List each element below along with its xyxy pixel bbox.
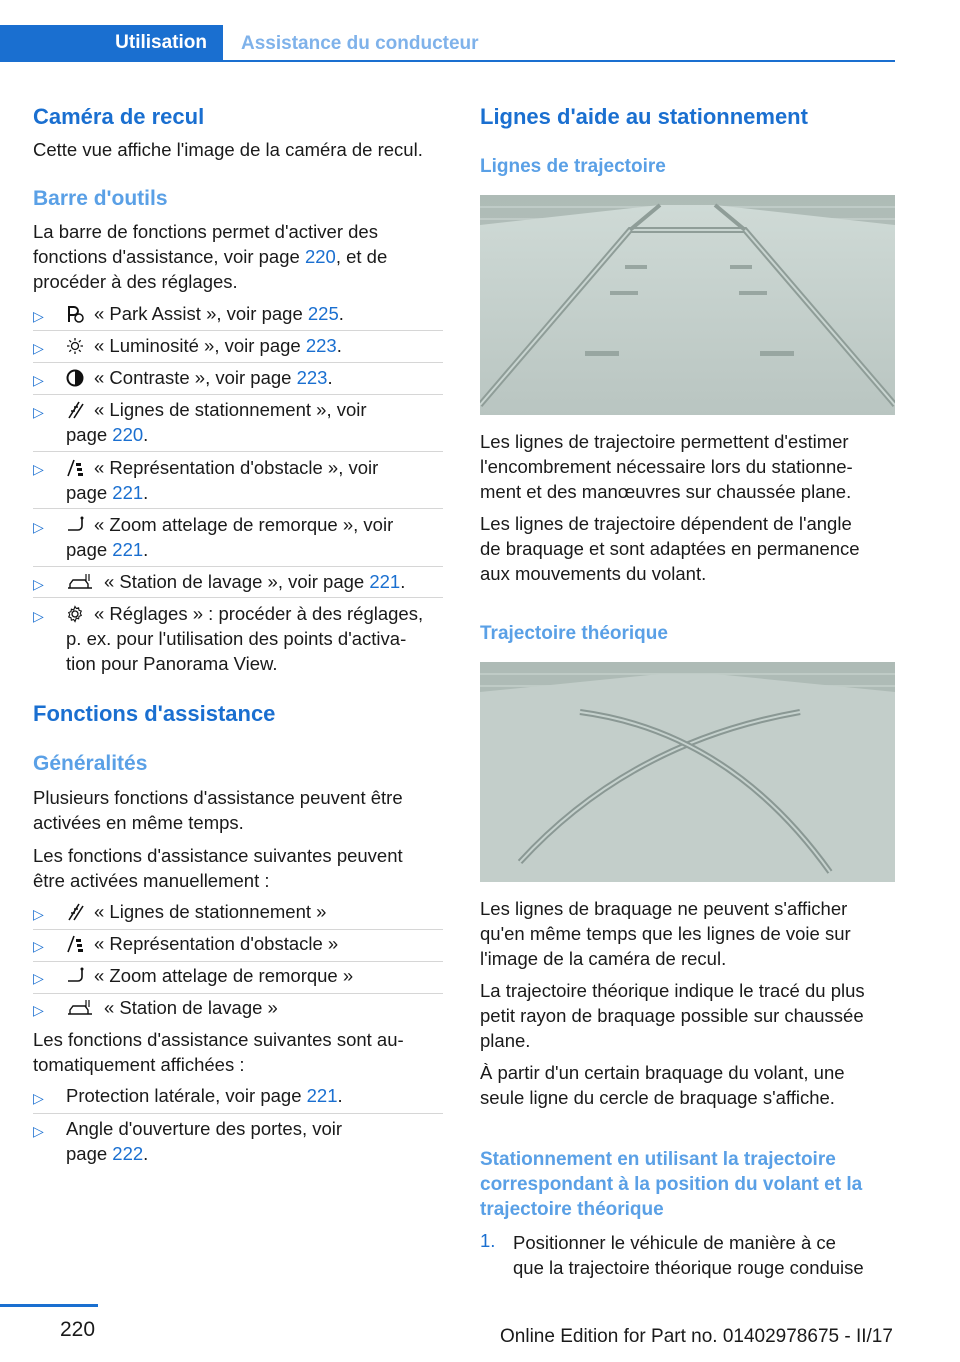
divider (33, 451, 443, 452)
trajectory-paragraph-2: Les lignes de trajectoire dépendent de l'angle de braquage et sont adaptées en permanence aux mouvements du volant. (480, 513, 860, 584)
bullet-icon: ▷ (33, 461, 44, 477)
page-link[interactable]: 222 (112, 1143, 144, 1164)
toolbar-line-1: La barre de fonctions permet d'activer des (33, 221, 378, 242)
general-line-2: activées en même temps. (33, 812, 244, 833)
bullet-icon: ▷ (33, 372, 44, 388)
settings-icon (66, 605, 84, 623)
list-item: « Zoom attelage de remorque » (66, 963, 353, 988)
list-item: « Luminosité », voir page 223. (66, 333, 342, 358)
divider (33, 330, 443, 331)
divider (33, 597, 443, 598)
list-item: « Lignes de stationnement » (66, 899, 326, 924)
bullet-icon: ▷ (33, 404, 44, 420)
toolbar-line-3: procéder à des réglages. (33, 271, 238, 292)
step-text: Positionner le véhicule de manière à ce que la trajectoire théorique rouge conduise (513, 1232, 864, 1278)
bullet-icon: ▷ (33, 906, 44, 922)
edition-info: Online Edition for Part no. 01402978675 - II/17 (500, 1326, 893, 1347)
list-item: « Représentation d'obstacle » (66, 931, 338, 956)
toolbar-title: Barre d'outils (33, 187, 168, 210)
divider (33, 508, 443, 509)
obstacle-icon (66, 459, 84, 477)
lines-title: Lignes d'aide au stationnement (480, 104, 808, 129)
footer-divider (0, 1304, 98, 1307)
car-wash-icon (66, 573, 94, 591)
bullet-icon: ▷ (33, 970, 44, 986)
assist-title: Fonctions d'assistance (33, 701, 276, 726)
trajectory-paragraph-1: Les lignes de trajectoire permettent d'estimer l'encombrement nécessaire lors du stationne‐ ment et des manœuvres sur chaussée plane. (480, 431, 853, 502)
parking-title: Stationnement en utilisant la trajectoire correspondant à la position du volant et la trajectoire théorique (480, 1149, 863, 1220)
trailer-zoom-icon (66, 516, 84, 534)
list-item: Protection latérale, voir page 221. (66, 1085, 343, 1106)
page-number: 220 (60, 1318, 96, 1341)
chapter-tab[interactable]: Utilisation (0, 25, 223, 61)
theoretical-paragraph-1: Les lignes de braquage ne peuvent s'afficher qu'en même temps que les lignes de voie sur l'image de la caméra de recul. (480, 898, 851, 969)
theoretical-paragraph-2: La trajectoire théorique indique le tracé du plus petit rayon de braquage possible sur chaussée plane. (480, 980, 865, 1051)
list-item: Angle d'ouverture des portes, voir page 222. (66, 1118, 343, 1164)
list-item: « Park Assist », voir page 225. (66, 301, 344, 326)
bullet-icon: ▷ (33, 308, 44, 324)
divider (33, 929, 443, 930)
divider (33, 566, 443, 567)
page-link[interactable]: 225 (307, 303, 339, 324)
camera-title: Caméra de recul (33, 104, 205, 129)
trajectory-title: Lignes de trajectoire (480, 156, 666, 177)
auto-line-2: tomatiquement affichées : (33, 1054, 245, 1075)
page-link[interactable]: 221 (112, 539, 144, 560)
contrast-icon (66, 369, 84, 387)
divider (33, 362, 443, 363)
bullet-icon: ▷ (33, 340, 44, 356)
bullet-icon: ▷ (33, 576, 44, 592)
bullet-icon: ▷ (33, 938, 44, 954)
page-link[interactable]: 220 (112, 424, 144, 445)
list-item: « Station de lavage » (66, 995, 278, 1020)
trajectory-lines-image (480, 195, 895, 415)
obstacle-icon (66, 935, 84, 953)
general-line-1: Plusieurs fonctions d'assistance peuvent être (33, 787, 403, 808)
page-link[interactable]: 221 (112, 482, 144, 503)
car-wash-icon (66, 999, 94, 1017)
divider (33, 394, 443, 395)
page-link[interactable]: 220 (304, 246, 336, 267)
list-item: « Réglages » : procéder à des réglages, p. ex. pour l'utilisation des points d'activa‐ tion pour Panorama View. (66, 603, 424, 674)
manual-line-2: être activées manuellement : (33, 870, 270, 891)
general-title: Généralités (33, 752, 148, 775)
page-link[interactable]: 223 (305, 335, 337, 356)
auto-line-1: Les fonctions d'assistance suivantes sont au‐ (33, 1029, 404, 1050)
theoretical-paragraph-3: À partir d'un certain braquage du volant, une seule ligne du cercle de braquage s'affiche. (480, 1062, 845, 1108)
list-item: « Contraste », voir page 223. (66, 365, 333, 390)
manual-line-1: Les fonctions d'assistance suivantes peuvent (33, 845, 403, 866)
list-item: « Lignes de stationnement », voir page 220. (66, 399, 367, 445)
list-item: « Zoom attelage de remorque », voir page 221. (66, 514, 394, 560)
divider (33, 993, 443, 994)
list-item: « Station de lavage », voir page 221. (66, 569, 405, 594)
page-link[interactable]: 223 (296, 367, 328, 388)
toolbar-line-2: fonctions d'assistance, voir page 220, et de (33, 246, 388, 267)
bullet-icon: ▷ (33, 1123, 44, 1139)
trailer-zoom-icon (66, 967, 84, 985)
bullet-icon: ▷ (33, 1002, 44, 1018)
list-item: « Représentation d'obstacle », voir page 221. (66, 457, 379, 503)
step-number: 1. (480, 1230, 496, 1251)
theoretical-trajectory-title: Trajectoire théorique (480, 623, 668, 644)
park-assist-icon (66, 305, 84, 323)
bullet-icon: ▷ (33, 1090, 44, 1106)
bullet-icon: ▷ (33, 519, 44, 535)
page-link[interactable]: 221 (306, 1085, 338, 1106)
parking-lines-icon (66, 903, 84, 921)
theoretical-trajectory-image (480, 662, 895, 882)
page-link[interactable]: 221 (369, 571, 401, 592)
divider (33, 961, 443, 962)
divider (33, 1113, 443, 1114)
brightness-icon (66, 337, 84, 355)
header-divider (0, 60, 895, 62)
parking-lines-icon (66, 401, 84, 419)
section-tab[interactable]: Assistance du conducteur (241, 33, 479, 54)
bullet-icon: ▷ (33, 608, 44, 624)
camera-text: Cette vue affiche l'image de la caméra de recul. (33, 139, 423, 160)
